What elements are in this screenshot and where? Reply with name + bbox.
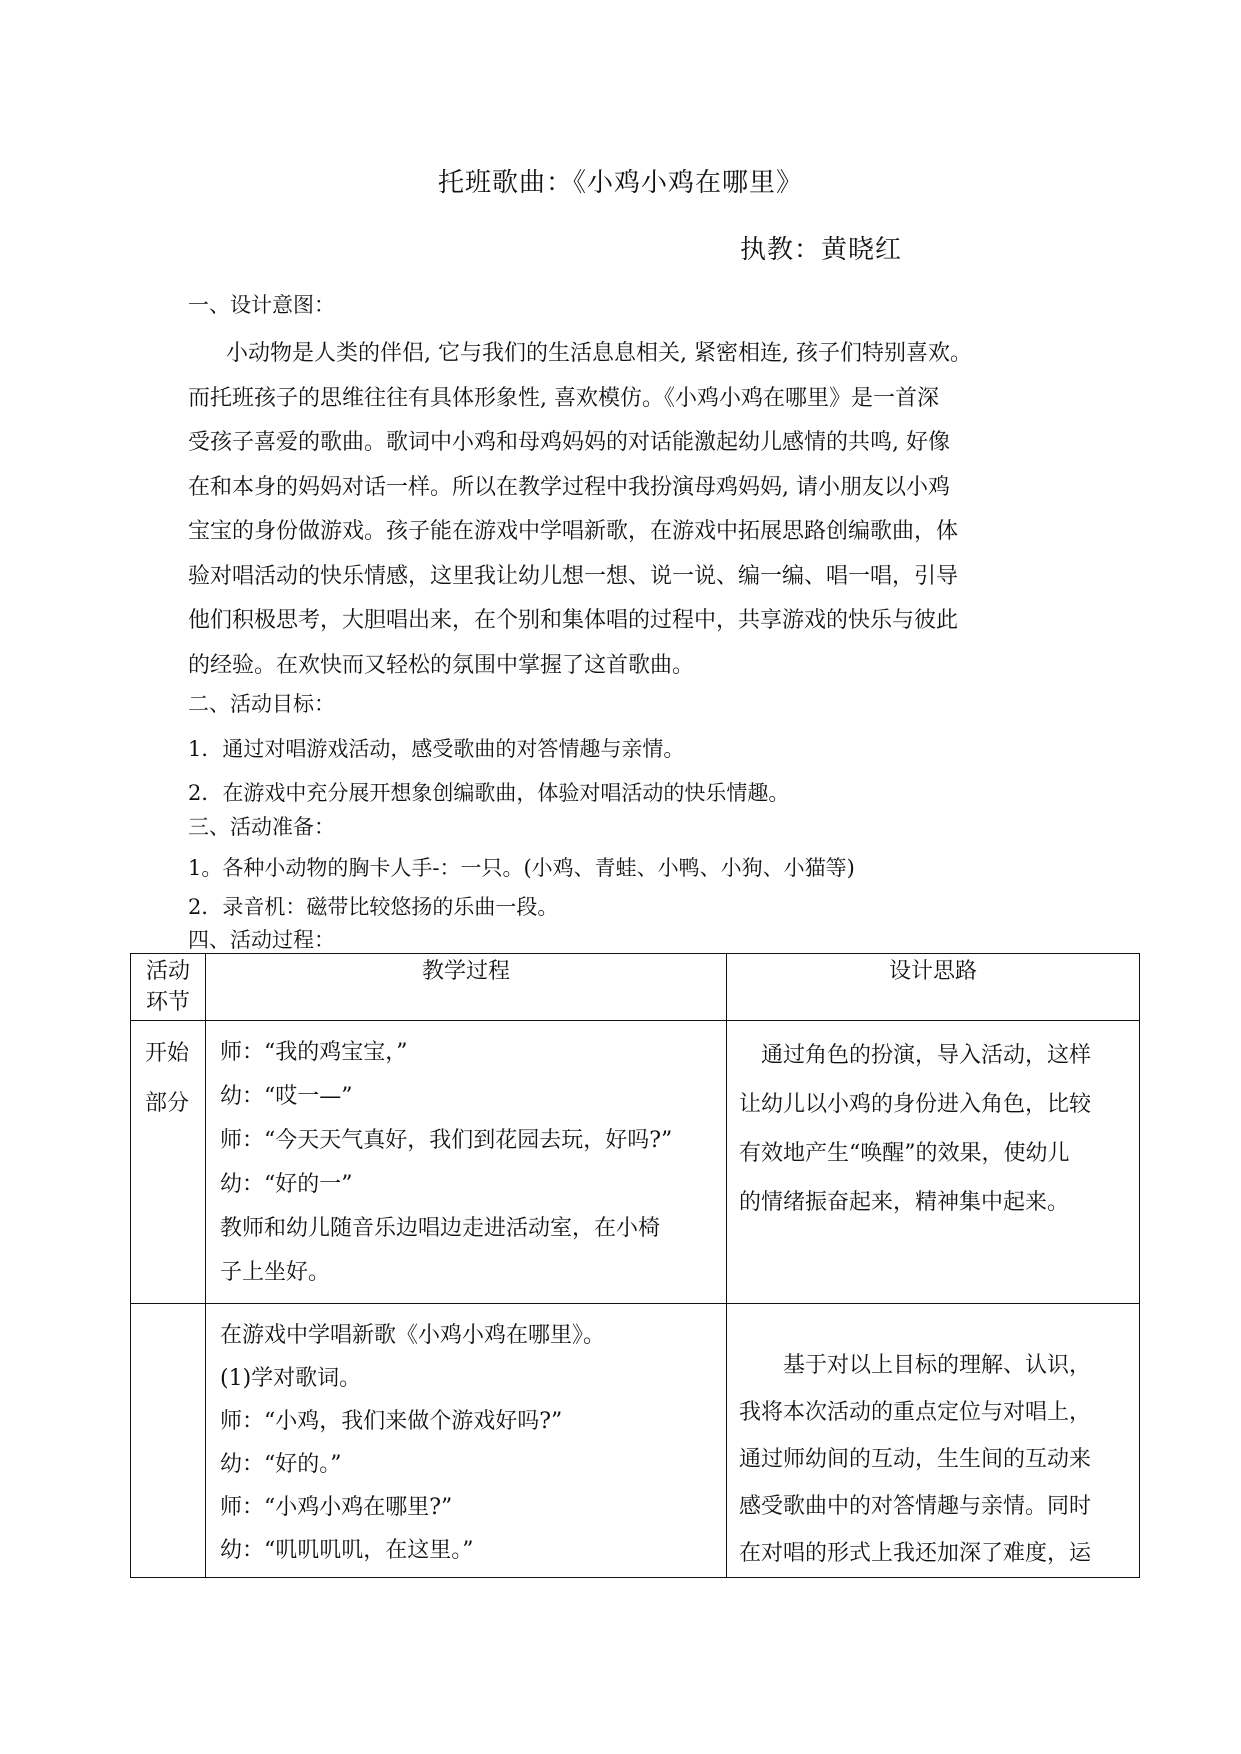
intent-line: 在和本身的妈妈对话一样。所以在教学过程中我扮演母鸡妈妈, 请小朋友以小鸡 (188, 474, 950, 500)
process-line: 师：“今天天气真好，我们到花园去玩，好吗?” (220, 1128, 673, 1153)
header-process: 教学过程 (206, 954, 727, 1021)
idea-line: 通过角色的扮演，导入活动，这样 (761, 1043, 1092, 1068)
section-goals: 二、活动目标： (188, 692, 335, 716)
intent-line: 小动物是人类的伴侣, 它与我们的生活息息相关, 紧密相连, 孩子们特别喜欢。 (226, 341, 972, 366)
section-process: 四、活动过程： (188, 928, 335, 952)
header-stage-line: 活动 (145, 959, 190, 984)
process-line: 幼：“好的。” (220, 1452, 342, 1477)
process-line: 师：“小鸡，我们来做个游戏好吗?” (220, 1409, 563, 1434)
process-line: (1)学对歌词。 (220, 1366, 362, 1391)
intent-line: 宝宝的身份做游戏。孩子能在游戏中学唱新歌，在游戏中拓展思路创编歌曲，体 (188, 519, 959, 544)
idea-line: 在对唱的形式上我还加深了难度，运 (739, 1541, 1092, 1566)
stage-line: 开始 (145, 1041, 190, 1066)
idea-line: 基于对以上目标的理解、认识， (783, 1353, 1092, 1378)
process-line: 子上坐好。 (220, 1260, 331, 1285)
table-row (131, 1304, 1140, 1578)
idea-cell (727, 1304, 1140, 1578)
design-intent-paragraph (188, 332, 1048, 688)
goal-item: 2．在游戏中充分展开想象创编歌曲，体验对唱活动的快乐情趣。 (188, 781, 790, 805)
table-row (131, 1021, 1140, 1304)
section-design-intent: 一、设计意图： (188, 293, 335, 317)
process-line: 幼：“哎一—” (220, 1084, 353, 1109)
prep-item: 1。各种小动物的胸卡人手-：一只。(小鸡、青蛙、小鸭、小狗、小猫等) (188, 856, 855, 880)
header-stage (131, 954, 206, 1021)
stage-cell (131, 1304, 206, 1578)
idea-line: 有效地产生“唤醒”的效果，使幼儿 (739, 1141, 1070, 1166)
intent-line: 受孩子喜爱的歌曲。歌词中小鸡和母鸡妈妈的对话能激起幼儿感情的共鸣, 好像 (188, 430, 950, 455)
intent-line: 而托班孩子的思维往往有具体形象性, 喜欢模仿。《小鸡小鸡在哪里》是一首深 (188, 385, 939, 411)
intent-line: 的经验。在欢快而又轻松的氛围中掌握了这首歌曲。 (188, 652, 695, 678)
process-line: 师：“小鸡小鸡在哪里?” (220, 1495, 453, 1520)
process-line: 幼：“叽叽叽叽，在这里。” (220, 1538, 474, 1563)
stage-line: 部分 (145, 1091, 190, 1116)
idea-line: 让幼儿以小鸡的身份进入角色，比较 (739, 1092, 1092, 1117)
process-line: 师：“我的鸡宝宝，” (220, 1040, 408, 1065)
header-idea: 设计思路 (727, 954, 1140, 1021)
process-line: 在游戏中学唱新歌《小鸡小鸡在哪里》。 (220, 1323, 606, 1348)
process-cell (206, 1021, 727, 1304)
goal-item: 1．通过对唱游戏活动，感受歌曲的对答情趣与亲情。 (188, 737, 685, 761)
stage-cell (131, 1021, 206, 1304)
header-stage-line: 环节 (145, 990, 190, 1015)
intent-line: 他们积极思考，大胆唱出来，在个别和集体唱的过程中，共享游戏的快乐与彼此 (188, 608, 959, 633)
idea-line: 感受歌曲中的对答情趣与亲情。同时 (739, 1494, 1092, 1519)
idea-line: 的情绪振奋起来，精神集中起来。 (739, 1190, 1070, 1215)
document-title: 托班歌曲：《小鸡小鸡在哪里》 (437, 168, 803, 198)
idea-cell (727, 1021, 1140, 1304)
table-header-row (131, 954, 1140, 1021)
prep-item: 2．录音机：磁带比较悠扬的乐曲一段。 (188, 895, 559, 919)
process-cell (206, 1304, 727, 1578)
intent-line: 验对唱活动的快乐情感，这里我让幼儿想一想、说一说、编一编、唱一唱，引导 (188, 563, 959, 589)
process-table (130, 953, 1140, 1578)
teacher-name: 执教：黄晓红 (740, 235, 903, 265)
process-line: 幼：“好的一” (220, 1172, 353, 1197)
section-prep: 三、活动准备： (188, 815, 335, 839)
idea-line: 我将本次活动的重点定位与对唱上， (739, 1400, 1092, 1425)
process-line: 教师和幼儿随音乐边唱边走进活动室，在小椅 (220, 1216, 661, 1241)
idea-line: 通过师幼间的互动，生生间的互动来 (739, 1447, 1092, 1472)
